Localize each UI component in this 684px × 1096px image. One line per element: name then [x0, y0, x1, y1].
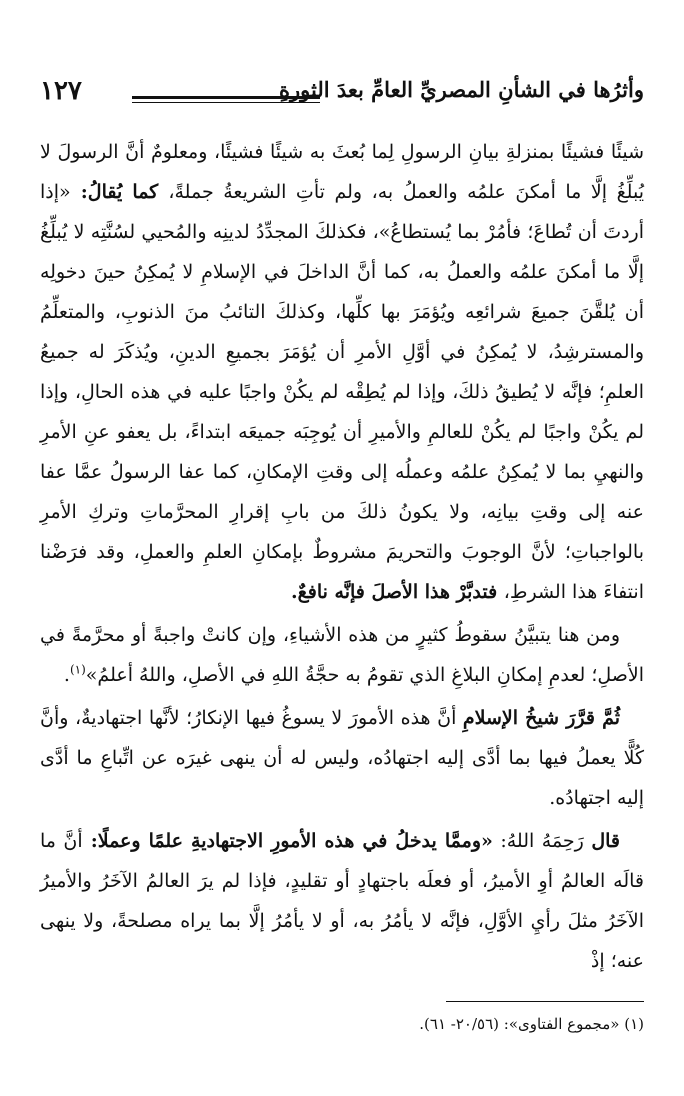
footnote-marker[interactable]: (١): [69, 662, 86, 677]
footnote-1-text: «مجموع الفتاوى»: (٢٠/٥٦- ٦١).: [419, 1015, 620, 1033]
paragraph-1: [40, 132, 644, 612]
paragraph-4-text: أنَّ ما قالَه العالمُ أوِ الأميرُ، أو فعلَه باجتهادٍ أو تقليدٍ، فإذا لم يرَ العالمُ الآخَرُ والأميرُ الآخَرُ مثلَ رأيِ الأوَّلِ، فإنَّه لا يأمُرُ به، أو لا يأمُرُ إلَّا بما يراه مصلحةً، ولا ينهى عنه؛ إذْ: [40, 830, 644, 972]
paragraph-3-lead: ثُمَّ قرَّرَ شيخُ الإسلامِ: [462, 707, 621, 729]
paragraph-1-bold-phrase: كما يُقالُ:: [70, 181, 169, 203]
page-header: [40, 72, 644, 112]
paragraph-2-text: ومن هنا يتبيَّنُ سقوطُ كثيرٍ من هذه الأشياءِ، وإن كانتْ واجبةً أو محرَّمةً في الأصلِ؛ لعدمِ إمكانِ البلاغِ الذي تقومُ به حجَّةُ اللهِ في الأصلِ، واللهُ أعلمُ»: [40, 624, 644, 686]
paragraph-3: [40, 698, 644, 818]
paragraph-1-closing-bold: فتدبَّرْ هذا الأصلَ فإنَّه نافعٌ.: [291, 581, 504, 603]
paragraph-1-quote: «إذا أردتَ أن تُطاعَ؛ فأمُرْ بما يُستطاعُ»، فكذلكَ المجدِّدُ لدينِه والمُحيي لسُنَّتِه لا يُبلِّغُ إلَّا ما أمكنَ علمُه والعملُ به، كما أنَّ الداخلَ في الإسلامِ لا يُمكِنُ حينَ دخولِه أن يُلقَّنَ جميعَ شرائعِه ويُؤمَرَ بها كلِّها، وكذلكَ التائبُ منَ الذنوبِ، والمتعلِّمُ والمسترشِدُ، لا يُمكِنُ في أوَّلِ الأمرِ أن يُؤمَرَ بجميعِ الدينِ، ويُذكَرَ له جميعُ العلمِ؛ فإنَّه لا يُطيقُ ذلكَ، وإذا لم يُطِقْه لم يكُنْ واجبًا عليه في هذه الحالِ، وإذا لم يكُنْ واجبًا لم يكُنْ للعالمِ والأميرِ أن يُوجِبَه جميعَه ابتداءً، بل يعفو عنِ الأمرِ والنهيِ بما لا يُمكِنُ علمُه وعملُه إلى وقتِ الإمكانِ، كما عفا الرسولُ عمَّا عفا عنه إلى وقتِ بيانِه، ولا يكونُ ذلكَ من بابِ إقرارِ المحرَّماتِ وتركِ الأمرِ بالواجباتِ؛ لأنَّ الوجوبَ والتحريمَ مشروطٌ بإمكانِ العلمِ والعملِ، وقد فرَضْنا انتفاءَ هذا الشرطِ،: [40, 181, 644, 603]
paragraph-4-honorific: رَحِمَهُ اللهُ:: [492, 830, 592, 852]
paragraph-1-text: شيئًا فشيئًا بمنزلةِ بيانِ الرسولِ لِما بُعثَ به شيئًا فشيئًا، ومعلومٌ أنَّ الرسولَ لا يُبلِّغُ إلَّا ما أمكنَ علمُه والعملُ به، ولم تأتِ الشريعةُ جملةً،: [40, 141, 644, 203]
page-number: ١٢٧: [40, 76, 82, 106]
footnote-separator: [446, 1001, 644, 1002]
paragraph-4-quote-heading: «وممَّا يدخلُ في هذه الأمورِ الاجتهاديةِ علمًا وعملًا:: [82, 830, 493, 852]
paragraph-4: [40, 821, 644, 981]
footnote-1: [40, 1012, 644, 1036]
paragraph-4-lead: قال: [591, 830, 620, 852]
footnote-1-marker: (١): [624, 1015, 644, 1033]
main-text: [40, 132, 644, 981]
header-rule: [132, 96, 320, 99]
running-title: وأثرُها في الشأنِ المصريِّ العامِّ بعدَ الثورةِ: [278, 77, 644, 102]
paragraph-3-text: أنَّ هذه الأمورَ لا يسوغُ فيها الإنكارُ؛ لأنَّها اجتهاديةٌ، وأنَّ كُلًّا يعملُ فيها بما أدَّى إليه اجتهادُه، وليس له أن ينهى غيرَه عن اتِّباعِ ما أدَّى إليه اجتهادُه.: [40, 707, 644, 809]
paragraph-2: ومن هنا يتبيَّنُ سقوطُ كثيرٍ من هذه الأشياءِ، وإن كانتْ واجبةً أو محرَّمةً في الأصلِ؛ لعدمِ إمكانِ البلاغِ الذي تقومُ به حجَّةُ اللهِ في الأصلِ، واللهُ أعلمُ»$^{(١)}$.: [40, 624, 644, 686]
